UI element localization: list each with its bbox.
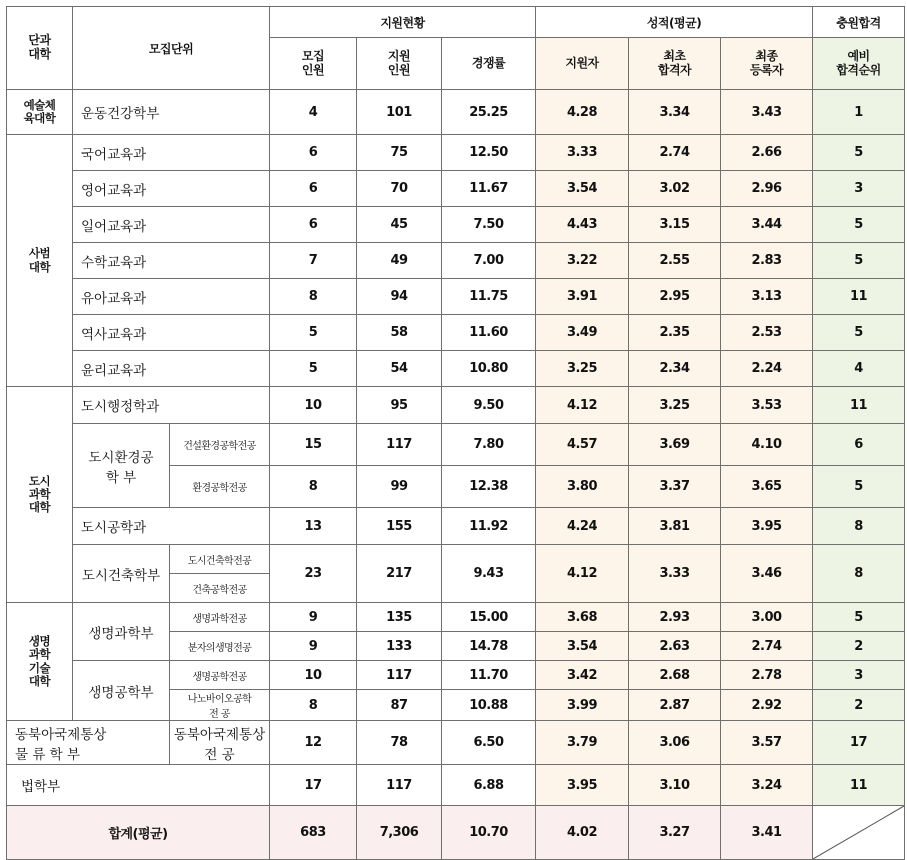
- ratio-cell: 12.50: [442, 135, 536, 171]
- diagonal-empty-cell: [813, 806, 905, 860]
- score-first-cell: 2.68: [629, 661, 721, 690]
- score-applicant-cell: 3.68: [536, 603, 629, 632]
- score-group-header: 성적(평균): [536, 7, 813, 38]
- waitlist-cell: 2: [813, 632, 905, 661]
- score-final-cell: 3.53: [721, 387, 813, 424]
- waitlist-cell: 5: [813, 603, 905, 632]
- major-cell: 건설환경공학전공: [170, 424, 270, 466]
- applicants-cell: 75: [357, 135, 442, 171]
- applicants-cell: 101: [357, 90, 442, 135]
- college-header: 단과 대학: [7, 7, 73, 90]
- waitlist-cell: 3: [813, 171, 905, 207]
- applicants-cell: 49: [357, 243, 442, 279]
- score-first-cell: 3.81: [629, 508, 721, 545]
- score-applicant-cell: 3.54: [536, 632, 629, 661]
- waitlist-cell: 5: [813, 135, 905, 171]
- score-first-cell: 3.02: [629, 171, 721, 207]
- major-cell: 생명과학전공: [170, 603, 270, 632]
- total-score-first: 3.27: [629, 806, 721, 860]
- applicants-cell: 70: [357, 171, 442, 207]
- capacity-cell: 8: [270, 279, 357, 315]
- applicants-cell: 95: [357, 387, 442, 424]
- table-row: [7, 279, 905, 315]
- ratio-cell: 6.88: [442, 765, 536, 806]
- table-row: [7, 90, 905, 135]
- score-applicant-cell: 3.91: [536, 279, 629, 315]
- score-applicant-cell: 3.79: [536, 721, 629, 765]
- score-final-cell: 3.24: [721, 765, 813, 806]
- score-applicant-cell: 4.24: [536, 508, 629, 545]
- capacity-cell: 12: [270, 721, 357, 765]
- applicants-cell: 117: [357, 661, 442, 690]
- applicants-cell: 78: [357, 721, 442, 765]
- unit-cell: 도시행정학과: [73, 387, 270, 424]
- capacity-cell: 10: [270, 387, 357, 424]
- major-cell: 환경공학전공: [170, 466, 270, 508]
- capacity-cell: 8: [270, 690, 357, 721]
- score-final-cell: 3.13: [721, 279, 813, 315]
- applicants-cell: 217: [357, 545, 442, 603]
- college-cell: 예술체 육대학: [7, 90, 73, 135]
- ratio-cell: 9.43: [442, 545, 536, 603]
- score-first-cell: 3.33: [629, 545, 721, 603]
- unit-cell: 역사교육과: [73, 315, 270, 351]
- table-row: [7, 315, 905, 351]
- total-ratio: 10.70: [442, 806, 536, 860]
- score-first-cell: 3.69: [629, 424, 721, 466]
- capacity-cell: 4: [270, 90, 357, 135]
- unit-cell: 운동건강학부: [73, 90, 270, 135]
- score-final-cell: 2.24: [721, 351, 813, 387]
- score-first-header: 최초 합격자: [629, 38, 721, 90]
- major-cell: 나노바이오공학 전 공: [170, 690, 270, 721]
- table-row: [7, 207, 905, 243]
- unit-cell: 영어교육과: [73, 171, 270, 207]
- capacity-header: 모집 인원: [270, 38, 357, 90]
- score-first-cell: 2.34: [629, 351, 721, 387]
- major-cell: 도시건축학전공: [170, 545, 270, 574]
- extra-group-header: 충원합격: [813, 7, 905, 38]
- score-first-cell: 2.63: [629, 632, 721, 661]
- ratio-cell: 6.50: [442, 721, 536, 765]
- ratio-cell: 11.67: [442, 171, 536, 207]
- score-final-cell: 2.53: [721, 315, 813, 351]
- waitlist-header: 예비 합격순위: [813, 38, 905, 90]
- total-score-final: 3.41: [721, 806, 813, 860]
- score-applicant-cell: 3.22: [536, 243, 629, 279]
- capacity-cell: 7: [270, 243, 357, 279]
- score-final-cell: 4.10: [721, 424, 813, 466]
- admission-results-table: [6, 6, 905, 860]
- score-first-cell: 3.10: [629, 765, 721, 806]
- score-applicant-cell: 3.95: [536, 765, 629, 806]
- unit-cell: 윤리교육과: [73, 351, 270, 387]
- ratio-cell: 9.50: [442, 387, 536, 424]
- table-row: [7, 661, 905, 690]
- waitlist-cell: 8: [813, 545, 905, 603]
- capacity-cell: 23: [270, 545, 357, 603]
- table-row: [7, 545, 905, 574]
- waitlist-cell: 2: [813, 690, 905, 721]
- table-row: [7, 765, 905, 806]
- table-row: [7, 135, 905, 171]
- score-applicant-cell: 4.57: [536, 424, 629, 466]
- applicants-cell: 117: [357, 765, 442, 806]
- unit-cell: 법학부: [7, 765, 270, 806]
- capacity-cell: 9: [270, 632, 357, 661]
- recruit-unit-header: 모집단위: [73, 7, 270, 90]
- table-row: [7, 171, 905, 207]
- college-cell: 생명 과학 기술 대학: [7, 603, 73, 721]
- unit-cell: 일어교육과: [73, 207, 270, 243]
- score-first-cell: 2.95: [629, 279, 721, 315]
- total-row: [7, 806, 905, 860]
- table-row: [7, 351, 905, 387]
- score-applicant-cell: 3.33: [536, 135, 629, 171]
- score-applicant-cell: 4.43: [536, 207, 629, 243]
- applicants-cell: 58: [357, 315, 442, 351]
- dept-cell: 생명공학부: [73, 661, 170, 721]
- score-final-cell: 2.96: [721, 171, 813, 207]
- status-group-header: 지원현황: [270, 7, 536, 38]
- score-final-cell: 2.66: [721, 135, 813, 171]
- total-applicants: 7,306: [357, 806, 442, 860]
- score-final-cell: 3.43: [721, 90, 813, 135]
- unit-cell: 유아교육과: [73, 279, 270, 315]
- waitlist-cell: 3: [813, 661, 905, 690]
- applicants-cell: 99: [357, 466, 442, 508]
- score-first-cell: 3.25: [629, 387, 721, 424]
- waitlist-cell: 8: [813, 508, 905, 545]
- score-first-cell: 2.74: [629, 135, 721, 171]
- capacity-cell: 17: [270, 765, 357, 806]
- score-final-cell: 3.44: [721, 207, 813, 243]
- table-row: [7, 721, 905, 765]
- major-cell: 생명공학전공: [170, 661, 270, 690]
- capacity-cell: 6: [270, 171, 357, 207]
- ratio-cell: 11.70: [442, 661, 536, 690]
- table-row: [7, 243, 905, 279]
- dept-cell: 생명과학부: [73, 603, 170, 661]
- score-final-cell: 2.78: [721, 661, 813, 690]
- ratio-cell: 11.75: [442, 279, 536, 315]
- major-cell: 건축공학전공: [170, 574, 270, 603]
- score-first-cell: 2.87: [629, 690, 721, 721]
- score-final-cell: 3.95: [721, 508, 813, 545]
- waitlist-cell: 5: [813, 243, 905, 279]
- waitlist-cell: 11: [813, 765, 905, 806]
- score-first-cell: 3.06: [629, 721, 721, 765]
- waitlist-cell: 5: [813, 207, 905, 243]
- total-score-applicant: 4.02: [536, 806, 629, 860]
- score-first-cell: 3.15: [629, 207, 721, 243]
- applicants-cell: 117: [357, 424, 442, 466]
- score-applicant-header: 지원자: [536, 38, 629, 90]
- waitlist-cell: 4: [813, 351, 905, 387]
- waitlist-cell: 5: [813, 466, 905, 508]
- score-final-cell: 2.92: [721, 690, 813, 721]
- capacity-cell: 6: [270, 135, 357, 171]
- score-final-cell: 3.46: [721, 545, 813, 603]
- ratio-cell: 10.88: [442, 690, 536, 721]
- table-row: [7, 424, 905, 466]
- total-label: 합계(평균): [7, 806, 270, 860]
- score-first-cell: 3.37: [629, 466, 721, 508]
- ratio-cell: 7.00: [442, 243, 536, 279]
- score-final-header: 최종 등록자: [721, 38, 813, 90]
- college-cell: 사범 대학: [7, 135, 73, 387]
- capacity-cell: 5: [270, 351, 357, 387]
- applicants-cell: 135: [357, 603, 442, 632]
- dept-cell: 도시환경공 학 부: [73, 424, 170, 508]
- score-applicant-cell: 3.42: [536, 661, 629, 690]
- unit-left-cell: 동북아국제통상 물 류 학 부: [7, 721, 170, 765]
- applicants-cell: 133: [357, 632, 442, 661]
- score-final-cell: 3.00: [721, 603, 813, 632]
- ratio-header: 경쟁률: [442, 38, 536, 90]
- ratio-cell: 12.38: [442, 466, 536, 508]
- applicants-cell: 54: [357, 351, 442, 387]
- waitlist-cell: 17: [813, 721, 905, 765]
- capacity-cell: 8: [270, 466, 357, 508]
- ratio-cell: 25.25: [442, 90, 536, 135]
- score-final-cell: 2.83: [721, 243, 813, 279]
- score-final-cell: 3.65: [721, 466, 813, 508]
- ratio-cell: 10.80: [442, 351, 536, 387]
- ratio-cell: 7.80: [442, 424, 536, 466]
- waitlist-cell: 11: [813, 279, 905, 315]
- waitlist-cell: 11: [813, 387, 905, 424]
- capacity-cell: 9: [270, 603, 357, 632]
- applicants-header: 지원 인원: [357, 38, 442, 90]
- ratio-cell: 11.92: [442, 508, 536, 545]
- score-first-cell: 2.35: [629, 315, 721, 351]
- ratio-cell: 11.60: [442, 315, 536, 351]
- capacity-cell: 13: [270, 508, 357, 545]
- score-applicant-cell: 3.25: [536, 351, 629, 387]
- applicants-cell: 94: [357, 279, 442, 315]
- applicants-cell: 155: [357, 508, 442, 545]
- score-applicant-cell: 3.54: [536, 171, 629, 207]
- capacity-cell: 5: [270, 315, 357, 351]
- unit-cell: 도시공학과: [73, 508, 270, 545]
- capacity-cell: 15: [270, 424, 357, 466]
- score-applicant-cell: 4.12: [536, 387, 629, 424]
- waitlist-cell: 6: [813, 424, 905, 466]
- table-row: [7, 508, 905, 545]
- score-applicant-cell: 3.49: [536, 315, 629, 351]
- score-final-cell: 3.57: [721, 721, 813, 765]
- table-row: [7, 387, 905, 424]
- diagonal-line: [813, 806, 904, 859]
- table-row: [7, 603, 905, 632]
- capacity-cell: 6: [270, 207, 357, 243]
- unit-cell: 수학교육과: [73, 243, 270, 279]
- ratio-cell: 14.78: [442, 632, 536, 661]
- score-final-cell: 2.74: [721, 632, 813, 661]
- applicants-cell: 45: [357, 207, 442, 243]
- unit-cell: 국어교육과: [73, 135, 270, 171]
- score-first-cell: 3.34: [629, 90, 721, 135]
- applicants-cell: 87: [357, 690, 442, 721]
- waitlist-cell: 1: [813, 90, 905, 135]
- score-first-cell: 2.55: [629, 243, 721, 279]
- ratio-cell: 15.00: [442, 603, 536, 632]
- total-capacity: 683: [270, 806, 357, 860]
- college-cell: 도시 과학 대학: [7, 387, 73, 603]
- score-applicant-cell: 3.80: [536, 466, 629, 508]
- score-applicant-cell: 4.12: [536, 545, 629, 603]
- capacity-cell: 10: [270, 661, 357, 690]
- score-applicant-cell: 4.28: [536, 90, 629, 135]
- major-cell: 분자의생명전공: [170, 632, 270, 661]
- ratio-cell: 7.50: [442, 207, 536, 243]
- score-first-cell: 2.93: [629, 603, 721, 632]
- score-applicant-cell: 3.99: [536, 690, 629, 721]
- dept-cell: 도시건축학부: [73, 545, 170, 603]
- unit-right-cell: 동북아국제통상 전 공: [170, 721, 270, 765]
- waitlist-cell: 5: [813, 315, 905, 351]
